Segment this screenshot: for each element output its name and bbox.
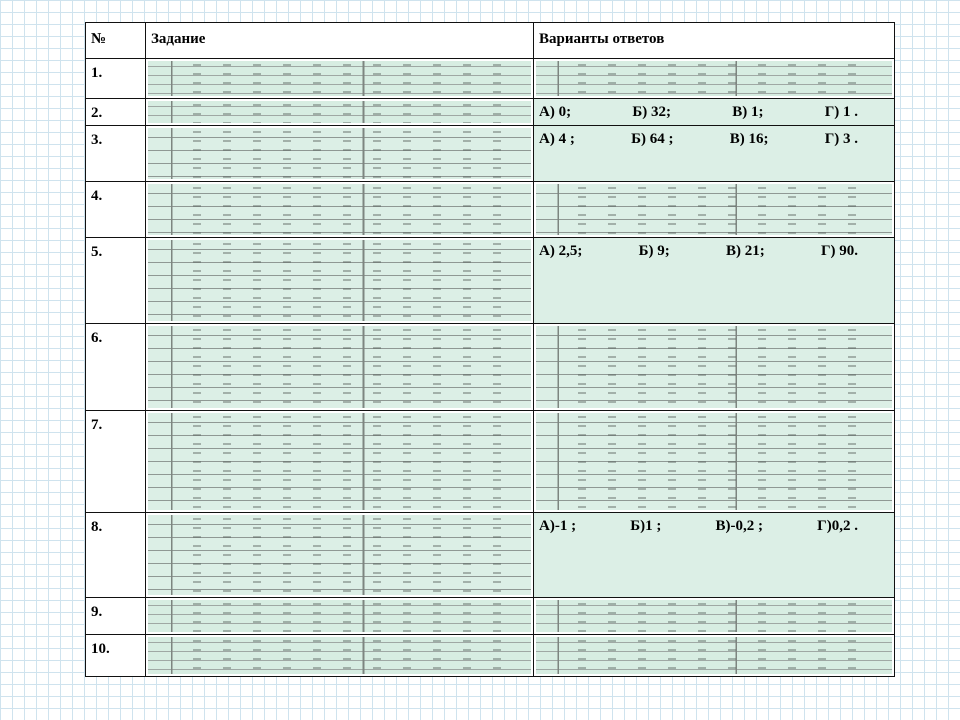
answers-image <box>536 637 892 674</box>
answers-image <box>536 61 892 96</box>
header-num: № <box>86 23 146 59</box>
answer-c: В) 16; <box>729 131 769 147</box>
answer-d: Г) 1 . <box>824 104 858 120</box>
answers-thumbnail <box>534 411 895 513</box>
task-thumbnail <box>146 635 534 677</box>
task-image <box>148 240 531 321</box>
row-number: 10. <box>86 635 146 677</box>
task-image <box>148 600 531 632</box>
task-thumbnail <box>146 598 534 635</box>
row-number: 2. <box>86 99 146 126</box>
table-row <box>86 182 895 238</box>
task-thumbnail <box>146 513 534 598</box>
answer-d: Г) 90. <box>820 243 858 259</box>
answers-cell <box>534 513 895 598</box>
table-row <box>86 99 895 126</box>
task-image <box>148 326 531 408</box>
table-header-row <box>86 23 895 59</box>
row-number: 6. <box>86 324 146 411</box>
answers-thumbnail <box>534 324 895 411</box>
table-row <box>86 598 895 635</box>
row-number: 3. <box>86 126 146 182</box>
answer-a: А) 2,5; <box>539 243 583 259</box>
answer-a: А) 4 ; <box>539 131 575 147</box>
header-answers: Варианты ответов <box>534 23 895 59</box>
answer-a: А)-1 ; <box>539 518 577 534</box>
answers-thumbnail <box>534 635 895 677</box>
answer-c: В) 1; <box>732 104 764 120</box>
answers-cell <box>534 126 895 182</box>
answer-options <box>539 518 888 535</box>
task-thumbnail <box>146 411 534 513</box>
row-number: 8. <box>86 513 146 598</box>
table-row <box>86 324 895 411</box>
task-image <box>148 128 531 179</box>
row-number: 4. <box>86 182 146 238</box>
task-thumbnail <box>146 182 534 238</box>
answers-thumbnail <box>534 182 895 238</box>
task-image <box>148 637 531 674</box>
answers-thumbnail <box>534 59 895 99</box>
task-thumbnail <box>146 126 534 182</box>
answers-image <box>536 326 892 408</box>
answer-b: Б)1 ; <box>630 518 662 534</box>
task-image <box>148 413 531 510</box>
answers-image <box>536 600 892 632</box>
table-row <box>86 635 895 677</box>
task-image <box>148 61 531 96</box>
task-thumbnail <box>146 99 534 126</box>
answer-options <box>539 131 888 148</box>
row-number: 9. <box>86 598 146 635</box>
answer-options <box>539 243 888 260</box>
answers-image <box>536 413 892 510</box>
task-image <box>148 101 531 123</box>
task-thumbnail <box>146 59 534 99</box>
tasks-table <box>85 22 895 677</box>
table-row <box>86 126 895 182</box>
answer-options <box>539 104 888 121</box>
header-task: Задание <box>146 23 534 59</box>
table-row <box>86 513 895 598</box>
task-image <box>148 515 531 595</box>
table-row <box>86 411 895 513</box>
task-image <box>148 184 531 235</box>
answer-c: В) 21; <box>725 243 765 259</box>
table-row <box>86 238 895 324</box>
row-number: 5. <box>86 238 146 324</box>
answers-cell <box>534 99 895 126</box>
answer-c: В)-0,2 ; <box>715 518 764 534</box>
answer-a: А) 0; <box>539 104 572 120</box>
answers-cell <box>534 238 895 324</box>
task-thumbnail <box>146 324 534 411</box>
row-number: 1. <box>86 59 146 99</box>
answer-d: Г) 3 . <box>824 131 858 147</box>
answer-b: Б) 32; <box>632 104 671 120</box>
task-thumbnail <box>146 238 534 324</box>
answers-thumbnail <box>534 598 895 635</box>
table-row <box>86 59 895 99</box>
answers-image <box>536 184 892 235</box>
answer-d: Г)0,2 . <box>817 518 858 534</box>
row-number: 7. <box>86 411 146 513</box>
answer-b: Б) 64 ; <box>631 131 674 147</box>
answer-b: Б) 9; <box>638 243 670 259</box>
